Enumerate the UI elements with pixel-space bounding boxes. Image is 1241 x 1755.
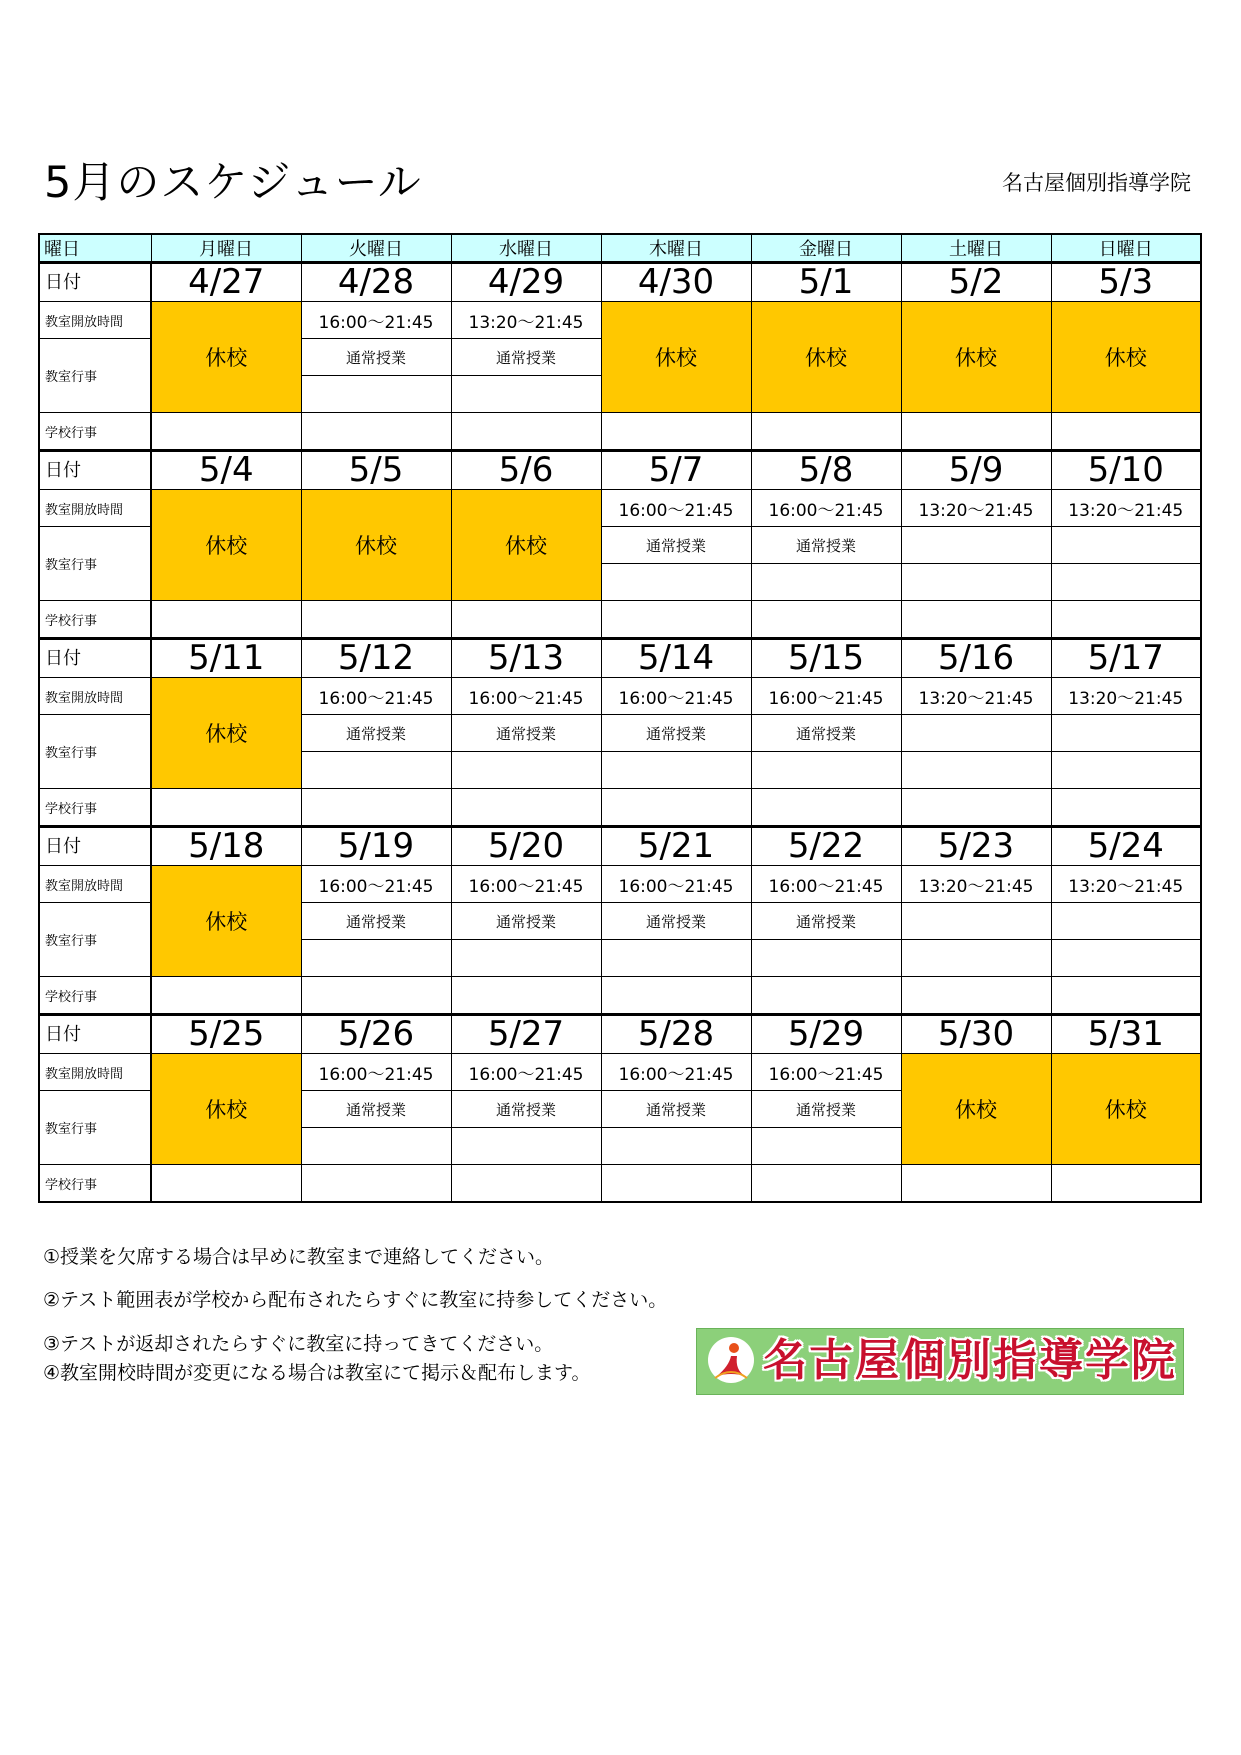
class-event-cell: 通常授業 xyxy=(751,527,901,564)
open-hours-cell: 13:20～21:45 xyxy=(901,490,1051,527)
date-row xyxy=(39,1015,1201,1054)
row-label-open-hours: 教室開放時間 xyxy=(39,1054,151,1091)
closed-cell: 休校 xyxy=(1051,302,1201,413)
date-cell: 5/30 xyxy=(901,1015,1051,1054)
date-cell: 5/22 xyxy=(751,827,901,866)
closed-cell: 休校 xyxy=(901,1054,1051,1165)
class-event-cell: 通常授業 xyxy=(601,527,751,564)
open-hours-cell: 16:00～21:45 xyxy=(301,866,451,903)
class-event-cell: 通常授業 xyxy=(601,1091,751,1128)
page-title: 5月のスケジュール xyxy=(44,158,422,208)
date-cell: 5/27 xyxy=(451,1015,601,1054)
schedule-table xyxy=(38,233,1202,1203)
logo-text: 名古屋個別指導学院 xyxy=(763,1335,1177,1386)
weekday-header-label: 曜日 xyxy=(39,234,151,263)
class-event-extra-cell xyxy=(601,564,751,601)
class-event-extra-cell xyxy=(301,1128,451,1165)
class-event-cell: 通常授業 xyxy=(451,903,601,940)
school-event-cell xyxy=(601,413,751,451)
date-cell: 5/23 xyxy=(901,827,1051,866)
date-row xyxy=(39,451,1201,490)
weekday-header-cell: 月曜日 xyxy=(151,234,301,263)
date-cell: 5/20 xyxy=(451,827,601,866)
class-event-extra-cell xyxy=(601,940,751,977)
weekday-header-cell: 金曜日 xyxy=(751,234,901,263)
closed-cell: 休校 xyxy=(751,302,901,413)
date-cell: 5/1 xyxy=(751,263,901,302)
open-hours-cell: 16:00～21:45 xyxy=(601,1054,751,1091)
row-label-school-events: 学校行事 xyxy=(39,601,151,639)
date-row xyxy=(39,263,1201,302)
school-event-cell xyxy=(901,789,1051,827)
class-event-extra-cell xyxy=(601,752,751,789)
class-event-extra-cell xyxy=(451,752,601,789)
open-hours-row xyxy=(39,490,1201,527)
school-event-cell xyxy=(451,601,601,639)
school-event-cell xyxy=(901,977,1051,1015)
school-event-cell xyxy=(151,601,301,639)
date-cell: 5/10 xyxy=(1051,451,1201,490)
open-hours-cell: 13:20～21:45 xyxy=(901,678,1051,715)
closed-cell: 休校 xyxy=(901,302,1051,413)
date-row xyxy=(39,639,1201,678)
class-event-extra-cell xyxy=(1051,564,1201,601)
class-event-cell xyxy=(901,715,1051,752)
open-hours-cell: 16:00～21:45 xyxy=(751,1054,901,1091)
row-label-class-events: 教室行事 xyxy=(39,339,151,413)
school-event-cell xyxy=(601,977,751,1015)
date-cell: 5/13 xyxy=(451,639,601,678)
closed-cell: 休校 xyxy=(151,866,301,977)
school-event-cell xyxy=(751,977,901,1015)
class-event-cell: 通常授業 xyxy=(301,1091,451,1128)
date-cell: 5/28 xyxy=(601,1015,751,1054)
date-cell: 4/27 xyxy=(151,263,301,302)
school-event-cell xyxy=(301,601,451,639)
date-cell: 5/3 xyxy=(1051,263,1201,302)
school-event-row xyxy=(39,977,1201,1015)
row-label-open-hours: 教室開放時間 xyxy=(39,302,151,339)
open-hours-cell: 16:00～21:45 xyxy=(301,302,451,339)
class-event-cell: 通常授業 xyxy=(751,1091,901,1128)
open-hours-cell: 13:20～21:45 xyxy=(1051,866,1201,903)
school-event-cell xyxy=(151,413,301,451)
date-cell: 5/6 xyxy=(451,451,601,490)
school-logo xyxy=(696,1328,1184,1395)
school-event-cell xyxy=(601,1165,751,1203)
class-event-cell: 通常授業 xyxy=(301,903,451,940)
weekday-header-cell: 木曜日 xyxy=(601,234,751,263)
school-event-cell xyxy=(301,789,451,827)
date-cell: 5/16 xyxy=(901,639,1051,678)
class-event-cell: 通常授業 xyxy=(301,339,451,376)
class-event-extra-cell xyxy=(751,752,901,789)
open-hours-cell: 16:00～21:45 xyxy=(451,1054,601,1091)
class-event-cell xyxy=(1051,903,1201,940)
class-event-extra-cell xyxy=(901,564,1051,601)
school-event-cell xyxy=(301,977,451,1015)
class-event-extra-cell xyxy=(301,940,451,977)
school-event-cell xyxy=(1051,789,1201,827)
open-hours-cell: 13:20～21:45 xyxy=(901,866,1051,903)
class-event-cell xyxy=(901,903,1051,940)
class-event-cell: 通常授業 xyxy=(451,1091,601,1128)
row-label-date: 日付 xyxy=(39,827,151,866)
school-event-cell xyxy=(601,601,751,639)
weekday-header-cell: 水曜日 xyxy=(451,234,601,263)
date-cell: 5/19 xyxy=(301,827,451,866)
weekday-header-cell: 火曜日 xyxy=(301,234,451,263)
row-label-class-events: 教室行事 xyxy=(39,715,151,789)
school-event-row xyxy=(39,413,1201,451)
date-cell: 5/18 xyxy=(151,827,301,866)
class-event-extra-cell xyxy=(601,1128,751,1165)
school-event-cell xyxy=(451,977,601,1015)
row-label-date: 日付 xyxy=(39,639,151,678)
class-event-cell: 通常授業 xyxy=(301,715,451,752)
row-label-class-events: 教室行事 xyxy=(39,527,151,601)
closed-cell: 休校 xyxy=(151,302,301,413)
closed-cell: 休校 xyxy=(151,678,301,789)
school-event-row xyxy=(39,789,1201,827)
date-cell: 5/4 xyxy=(151,451,301,490)
class-event-extra-cell xyxy=(451,376,601,413)
row-label-open-hours: 教室開放時間 xyxy=(39,678,151,715)
date-cell: 4/29 xyxy=(451,263,601,302)
closed-cell: 休校 xyxy=(151,1054,301,1165)
note-item: ①授業を欠席する場合は早めに教室まで連絡してください。 xyxy=(43,1246,555,1268)
class-event-extra-cell xyxy=(751,940,901,977)
class-event-cell xyxy=(1051,527,1201,564)
row-label-date: 日付 xyxy=(39,263,151,302)
row-label-school-events: 学校行事 xyxy=(39,1165,151,1203)
school-event-cell xyxy=(901,1165,1051,1203)
open-hours-cell: 13:20～21:45 xyxy=(1051,678,1201,715)
closed-cell: 休校 xyxy=(301,490,451,601)
date-cell: 5/25 xyxy=(151,1015,301,1054)
row-label-open-hours: 教室開放時間 xyxy=(39,490,151,527)
weekday-header-row xyxy=(39,234,1201,263)
open-hours-cell: 16:00～21:45 xyxy=(601,866,751,903)
open-hours-cell: 16:00～21:45 xyxy=(751,678,901,715)
school-event-row xyxy=(39,1165,1201,1203)
logo-mark-icon xyxy=(707,1336,755,1384)
school-event-cell xyxy=(751,789,901,827)
closed-cell: 休校 xyxy=(1051,1054,1201,1165)
school-event-row xyxy=(39,601,1201,639)
open-hours-cell: 16:00～21:45 xyxy=(601,490,751,527)
class-event-extra-cell xyxy=(451,940,601,977)
class-event-extra-cell xyxy=(301,752,451,789)
class-event-cell: 通常授業 xyxy=(601,903,751,940)
open-hours-cell: 16:00～21:45 xyxy=(451,678,601,715)
school-event-cell xyxy=(151,789,301,827)
open-hours-cell: 16:00～21:45 xyxy=(751,866,901,903)
school-event-cell xyxy=(1051,1165,1201,1203)
date-cell: 5/26 xyxy=(301,1015,451,1054)
open-hours-cell: 16:00～21:45 xyxy=(601,678,751,715)
date-cell: 5/11 xyxy=(151,639,301,678)
weekday-header-cell: 土曜日 xyxy=(901,234,1051,263)
row-label-date: 日付 xyxy=(39,1015,151,1054)
note-item: ②テスト範囲表が学校から配布されたらすぐに教室に持参してください。 xyxy=(43,1289,668,1311)
date-cell: 4/30 xyxy=(601,263,751,302)
school-event-cell xyxy=(451,1165,601,1203)
class-event-extra-cell xyxy=(901,752,1051,789)
organization-name: 名古屋個別指導学院 xyxy=(1002,171,1191,195)
class-event-extra-cell xyxy=(301,376,451,413)
date-cell: 5/15 xyxy=(751,639,901,678)
class-event-extra-cell xyxy=(901,940,1051,977)
date-cell: 5/5 xyxy=(301,451,451,490)
school-event-cell xyxy=(901,413,1051,451)
class-event-cell: 通常授業 xyxy=(751,715,901,752)
school-event-cell xyxy=(751,413,901,451)
closed-cell: 休校 xyxy=(151,490,301,601)
date-cell: 5/7 xyxy=(601,451,751,490)
school-event-cell xyxy=(751,601,901,639)
date-cell: 5/2 xyxy=(901,263,1051,302)
date-cell: 5/12 xyxy=(301,639,451,678)
date-cell: 5/9 xyxy=(901,451,1051,490)
row-label-school-events: 学校行事 xyxy=(39,789,151,827)
school-event-cell xyxy=(301,413,451,451)
school-event-cell xyxy=(451,413,601,451)
open-hours-cell: 16:00～21:45 xyxy=(451,866,601,903)
school-event-cell xyxy=(751,1165,901,1203)
open-hours-cell: 13:20～21:45 xyxy=(451,302,601,339)
school-event-cell xyxy=(901,601,1051,639)
open-hours-row xyxy=(39,302,1201,339)
date-row xyxy=(39,827,1201,866)
row-label-class-events: 教室行事 xyxy=(39,1091,151,1165)
class-event-extra-cell xyxy=(1051,940,1201,977)
row-label-class-events: 教室行事 xyxy=(39,903,151,977)
open-hours-row xyxy=(39,866,1201,903)
open-hours-cell: 16:00～21:45 xyxy=(301,678,451,715)
open-hours-cell: 16:00～21:45 xyxy=(751,490,901,527)
date-cell: 5/29 xyxy=(751,1015,901,1054)
note-item: ③テストが返却されたらすぐに教室に持ってきてください。 xyxy=(43,1333,554,1355)
date-cell: 5/17 xyxy=(1051,639,1201,678)
date-cell: 5/14 xyxy=(601,639,751,678)
date-cell: 5/24 xyxy=(1051,827,1201,866)
class-event-extra-cell xyxy=(751,564,901,601)
school-event-cell xyxy=(151,977,301,1015)
closed-cell: 休校 xyxy=(601,302,751,413)
class-event-extra-cell xyxy=(451,1128,601,1165)
row-label-open-hours: 教室開放時間 xyxy=(39,866,151,903)
date-cell: 4/28 xyxy=(301,263,451,302)
class-event-cell xyxy=(1051,715,1201,752)
row-label-school-events: 学校行事 xyxy=(39,977,151,1015)
class-event-cell: 通常授業 xyxy=(451,339,601,376)
open-hours-cell: 16:00～21:45 xyxy=(301,1054,451,1091)
date-cell: 5/31 xyxy=(1051,1015,1201,1054)
open-hours-row xyxy=(39,1054,1201,1091)
class-event-cell: 通常授業 xyxy=(601,715,751,752)
class-event-cell: 通常授業 xyxy=(751,903,901,940)
class-event-cell: 通常授業 xyxy=(451,715,601,752)
class-event-extra-cell xyxy=(751,1128,901,1165)
weekday-header-cell: 日曜日 xyxy=(1051,234,1201,263)
school-event-cell xyxy=(1051,977,1201,1015)
row-label-school-events: 学校行事 xyxy=(39,413,151,451)
open-hours-row xyxy=(39,678,1201,715)
closed-cell: 休校 xyxy=(451,490,601,601)
school-event-cell xyxy=(301,1165,451,1203)
date-cell: 5/8 xyxy=(751,451,901,490)
school-event-cell xyxy=(151,1165,301,1203)
note-item: ④教室開校時間が変更になる場合は教室にて掲示＆配布します。 xyxy=(43,1362,591,1384)
row-label-date: 日付 xyxy=(39,451,151,490)
open-hours-cell: 13:20～21:45 xyxy=(1051,490,1201,527)
school-event-cell xyxy=(451,789,601,827)
school-event-cell xyxy=(1051,601,1201,639)
school-event-cell xyxy=(1051,413,1201,451)
date-cell: 5/21 xyxy=(601,827,751,866)
class-event-cell xyxy=(901,527,1051,564)
school-event-cell xyxy=(601,789,751,827)
class-event-extra-cell xyxy=(1051,752,1201,789)
